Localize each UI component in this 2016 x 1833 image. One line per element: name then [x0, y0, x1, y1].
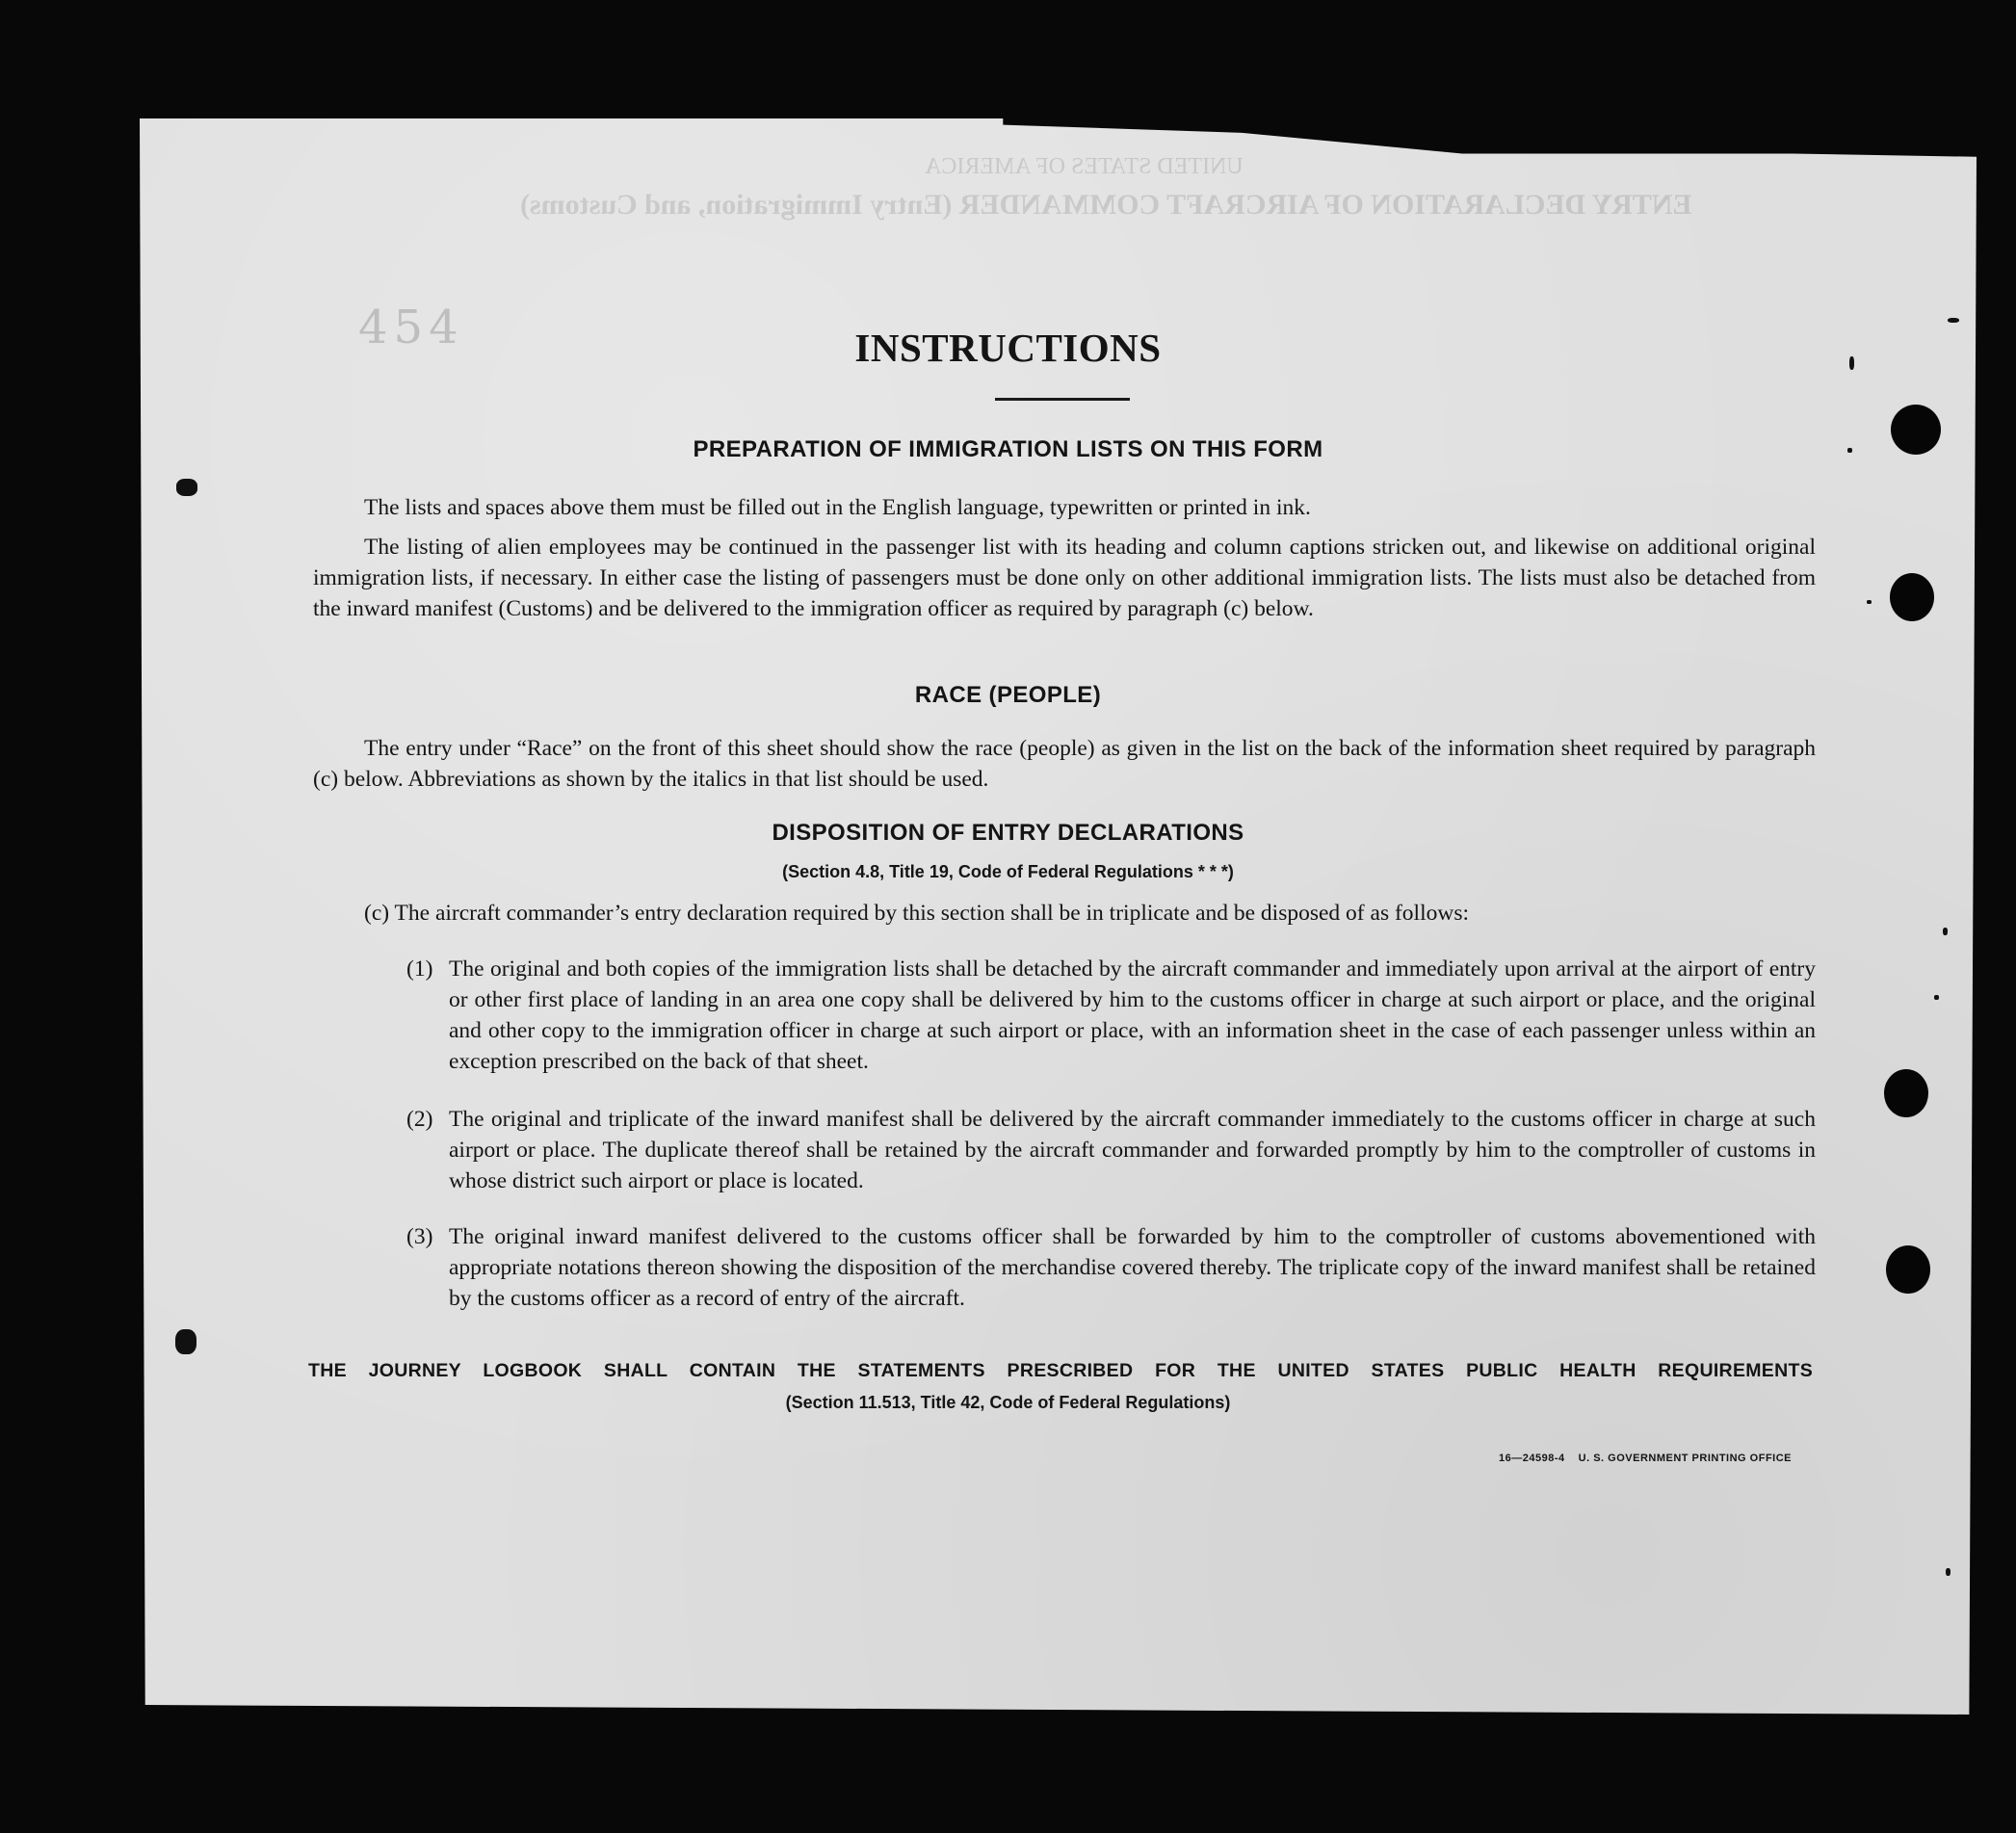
- section-heading-disposition: DISPOSITION OF ENTRY DECLARATIONS: [772, 820, 1244, 846]
- item-text: The original inward manifest delivered to the customs officer shall be forwarded by him to the comptroller of customs abovementioned with appropriate notations thereon showing the disposition of the merchandise covered thereby. The triplicate copy of the inward manifest shall be retained by the customs officer as a record of entry of the aircraft.: [449, 1224, 1816, 1311]
- race-paragraph: The entry under “Race” on the front of this sheet should show the race (people) as given in the list on the back of the information sheet required by paragraph (c) below. Abbreviations as shown by the italics in that list should be used.: [313, 736, 1816, 792]
- item-number: (1): [406, 956, 433, 982]
- disposition-item-1: [406, 954, 1816, 1077]
- public-health-statement: THE JOURNEY LOGBOOK SHALL CONTAIN THE STATEMENTS PRESCRIBED FOR THE UNITED STATES PUBLIC HEALTH REQUIREMENTS: [308, 1360, 1813, 1381]
- bleed-through-number: 454: [358, 301, 464, 354]
- bleed-through-header-1: UNITED STATES OF AMERICA: [925, 154, 1244, 179]
- punch-hole: [1884, 1069, 1928, 1117]
- section-heading-preparation: PREPARATION OF IMMIGRATION LISTS ON THIS FORM: [693, 436, 1323, 462]
- disposition-intro: (c) The aircraft commander’s entry declaration required by this section shall be in triplicate and be disposed of as follows:: [364, 901, 1469, 926]
- speck: [176, 479, 197, 496]
- public-health-citation: (Section 11.513, Title 42, Code of Federal Regulations): [785, 1393, 1231, 1412]
- preparation-paragraph-1: The lists and spaces above them must be filled out in the English language, typewritten or printed in ink.: [364, 495, 1311, 520]
- item-number: (2): [406, 1107, 433, 1132]
- disposition-item-2: [406, 1104, 1816, 1196]
- punch-hole: [1886, 1245, 1930, 1294]
- printer-imprint: [1483, 1453, 1792, 1464]
- form-number: 16—24598-4: [1499, 1453, 1565, 1464]
- title-underline: [995, 398, 1130, 401]
- section-heading-race: RACE (PEOPLE): [914, 682, 1102, 708]
- disposition-item-3: [406, 1221, 1816, 1314]
- speck: [1946, 1568, 1951, 1576]
- printer-name: U. S. GOVERNMENT PRINTING OFFICE: [1578, 1453, 1792, 1464]
- item-text: The original and both copies of the immigration lists shall be detached by the aircraft commander and immediately upon arrival at the airport of entry or other first place of landing in an area one copy shall be delivered by him to the customs officer in charge at such airport or place, and the original and other copy to the immigration officer in charge at such airport or place, with an information sheet in the case of each passenger unless within an exception prescribed on the back of that sheet.: [449, 956, 1816, 1074]
- speck: [1943, 928, 1948, 935]
- speck: [1948, 318, 1959, 323]
- punch-hole: [1890, 573, 1934, 621]
- item-number: (3): [406, 1224, 433, 1249]
- item-text: The original and triplicate of the inward manifest shall be delivered by the aircraft commander immediately to the customs officer in charge at such airport or place. The duplicate thereof shall be retained by the aircraft commander and forwarded promptly by him to the comptroller of customs in whose district such airport or place is located.: [449, 1107, 1816, 1193]
- page-title: INSTRUCTIONS: [854, 326, 1162, 370]
- speck: [1934, 995, 1939, 1000]
- speck: [175, 1329, 196, 1354]
- preparation-paragraph-2: The listing of alien employees may be continued in the passenger list with its heading and column captions stricken out, and likewise on additional original immigration lists, if necessary. In either case the listing of passengers must be done only on other additional immigration lists. The lists must also be detached from the inward manifest (Customs) and be delivered to the immigration officer as required by paragraph (c) below.: [313, 535, 1816, 621]
- speck: [1867, 600, 1872, 604]
- disposition-citation: (Section 4.8, Title 19, Code of Federal Regulations * * *): [782, 862, 1234, 881]
- bleed-through-header-2: ENTRY DECLARATION OF AIRCRAFT COMMANDER (Entry Immigration, and Customs): [520, 189, 1692, 221]
